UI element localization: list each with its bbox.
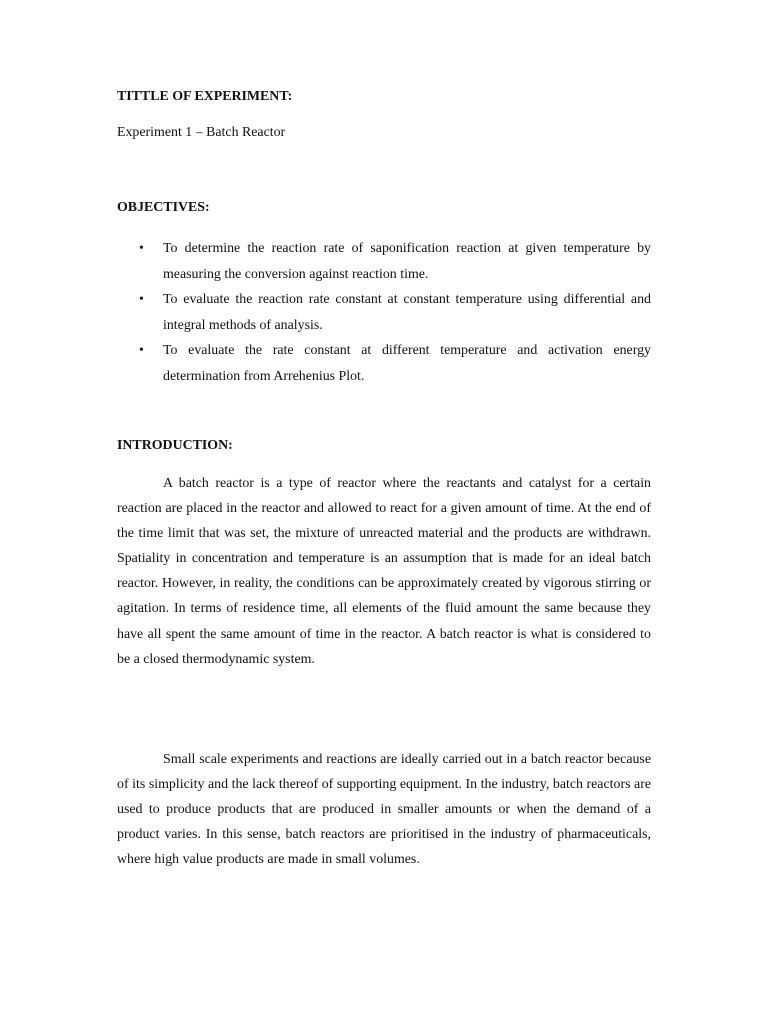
experiment-title: Experiment 1 – Batch Reactor (117, 125, 286, 140)
objective-item (117, 338, 651, 389)
objective-item (117, 287, 651, 338)
introduction-heading: INTRODUCTION: (117, 438, 233, 453)
introduction-paragraph: Small scale experiments and reactions are ideally carried out in a batch reactor because of its simplicity and the lack thereof of supporting equipment. In the industry, batch reactors are used to produce products that are produced in smaller amounts or when the demand of a product varies. In this sense, batch reactors are prioritised in the industry of pharmaceuticals, where high value products are made in small volumes. (117, 752, 651, 868)
bullet-icon: • (139, 343, 144, 358)
objective-text: To evaluate the rate constant at different temperature and activation energy determination from Arrehenius Plot. (163, 343, 651, 384)
objective-item (117, 236, 651, 287)
bullet-icon: • (139, 241, 144, 256)
objectives-list (117, 236, 651, 389)
objectives-heading: OBJECTIVES: (117, 200, 210, 215)
title-heading: TITTLE OF EXPERIMENT: (117, 89, 293, 104)
objective-text: To determine the reaction rate of saponification reaction at given temperature by measuring the conversion against reaction time. (163, 241, 651, 282)
bullet-icon: • (139, 292, 144, 307)
introduction-paragraph: A batch reactor is a type of reactor where the reactants and catalyst for a certain reaction are placed in the reactor and allowed to react for a given amount of time. At the end of the time limit that was set, the mixture of unreacted material and the products are withdrawn. Spatiality in concentration and temperature is an assumption that is made for an ideal batch reactor. However, in reality, the conditions can be approximately created by vigorous stirring or agitation. In terms of residence time, all elements of the fluid amount the same because they have all spent the same amount of time in the reactor. A batch reactor is what is considered to be a closed thermodynamic system. (117, 476, 651, 667)
objective-text: To evaluate the reaction rate constant at constant temperature using differential and integral methods of analysis. (163, 292, 651, 333)
